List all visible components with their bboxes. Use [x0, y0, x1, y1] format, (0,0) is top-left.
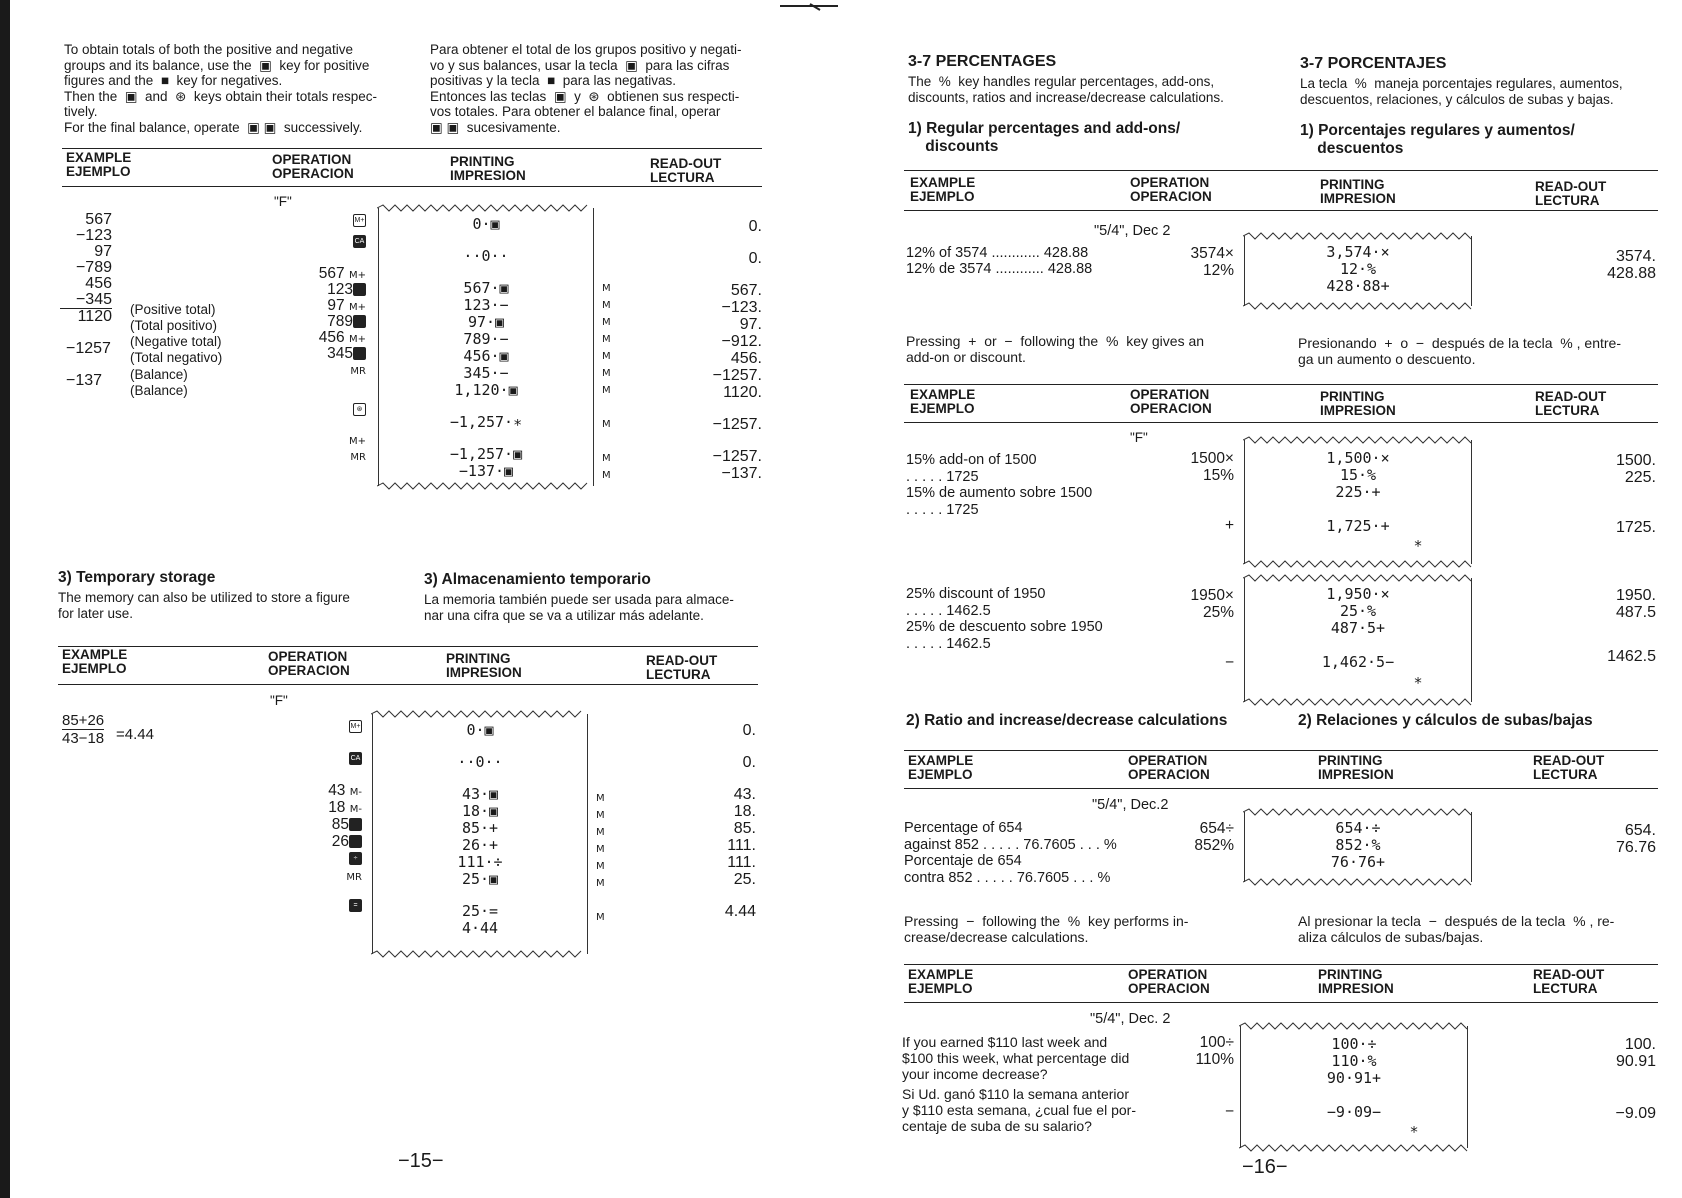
readout-value: 0.	[748, 218, 762, 235]
header-example: EXAMPLE EJEMPLO	[910, 387, 976, 416]
print-line: ∗	[1409, 1120, 1419, 1138]
top-arrow-mark	[780, 2, 840, 12]
intro-en: The % key handles regular percentages, add-ons, discounts, ratios and increase/decrease calculations.	[908, 74, 1224, 105]
print-line: 110·%	[1331, 1052, 1377, 1070]
header-readout: READ-OUT LECTURA	[1533, 967, 1605, 996]
header-operation: OPERATION OPERACION	[1130, 387, 1212, 416]
tape-tear-bottom	[371, 950, 589, 958]
memory-plus-key: M+	[349, 720, 362, 733]
print-line: ∗	[1413, 534, 1423, 552]
header-printing: PRINTING IMPRESION	[1318, 967, 1394, 996]
example-number: −789	[75, 259, 112, 276]
print-line: 654·÷	[1335, 819, 1381, 837]
header-readout: READ-OUT LECTURA	[1533, 753, 1605, 782]
readout-value: 25.	[733, 871, 756, 888]
print-line: 100·÷	[1331, 1035, 1377, 1053]
print-line: 456·▣	[463, 347, 509, 365]
readout-value: 1950.	[1615, 587, 1656, 604]
op-value: 12%	[1202, 262, 1234, 279]
tape-tear-top	[371, 710, 589, 718]
header-readout: READ-OUT LECTURA	[1535, 389, 1607, 418]
op-value: 3574×	[1190, 245, 1234, 262]
readout-value: 428.88	[1607, 265, 1656, 282]
op-value: 43	[328, 782, 346, 799]
print-line: 345·−	[463, 364, 509, 382]
memory-plus-key: M+	[353, 214, 366, 227]
print-line: 25·=	[461, 902, 499, 920]
op-value: 26	[331, 833, 349, 850]
op-value: 25%	[1202, 604, 1234, 621]
print-line: 26·+	[461, 836, 499, 854]
mode-setting: "5/4", Dec.2	[1092, 797, 1169, 813]
temp-storage-title-en: 3) Temporary storage	[58, 569, 216, 586]
readout-value: 487.5	[1615, 604, 1656, 621]
header-printing: PRINTING IMPRESION	[446, 651, 522, 680]
readout-value: −1257.	[712, 416, 762, 433]
readout-value: −1257.	[712, 367, 762, 384]
ops-column	[1156, 245, 1234, 279]
op-value: 1950×	[1190, 587, 1234, 604]
value-negative: −1257	[66, 340, 111, 357]
clear-all-key: CA	[349, 752, 362, 765]
readout-value: 43.	[733, 786, 756, 803]
print-line: 225·+	[1335, 483, 1381, 501]
rtable4-bottom-rule	[904, 1002, 1658, 1003]
clear-all-key: CA	[353, 235, 366, 248]
readout-value: −1257.	[712, 448, 762, 465]
label-balance: (Balance) (Balance)	[130, 367, 188, 398]
readout-value: 85.	[733, 820, 756, 837]
example-column	[60, 212, 112, 325]
tape-tear-bottom	[1243, 698, 1473, 706]
readout-value: 1462.5	[1607, 648, 1656, 665]
header-readout: READ-OUT LECTURA	[650, 156, 722, 185]
print-line: ∗	[1413, 671, 1423, 689]
header-readout: READ-OUT LECTURA	[646, 653, 718, 682]
tape-tear-top	[1243, 232, 1473, 240]
readout-value: 567.	[730, 282, 762, 299]
printing-tape	[1244, 578, 1472, 702]
readout-value: 111.	[727, 837, 756, 854]
header-printing: PRINTING IMPRESION	[1320, 177, 1396, 206]
ops-column	[1156, 820, 1234, 854]
readout-value: 111.	[727, 854, 756, 871]
op-value: −	[1224, 1103, 1234, 1120]
readout-value: −123.	[721, 299, 762, 316]
print-line: −9·09−	[1326, 1103, 1382, 1121]
example-number: 97	[94, 243, 112, 260]
header-operation: OPERATION OPERACION	[1128, 967, 1210, 996]
readout-value: 0.	[742, 754, 756, 771]
intro-en: To obtain totals of both the positive and negative groups and its balance, use the ▣ key for positive figures and the ■ key for negatives. Then the ▣ and ⊛ keys obtain their totals respec- tively. For the final balance, operate ▣ ▣ successively.	[64, 42, 377, 135]
sub2-es: 2) Relaciones y cálculos de subas/bajas	[1298, 712, 1593, 729]
op-value: 100÷	[1199, 1034, 1234, 1051]
mode-f: "F"	[270, 693, 288, 708]
print-line: −1,257·∗	[449, 413, 523, 431]
sub2-en: 2) Ratio and increase/decrease calculations	[906, 712, 1228, 729]
printing-tape	[1240, 1026, 1468, 1148]
print-line: 428·88+	[1326, 277, 1390, 295]
page-edge	[0, 0, 10, 1198]
tape-tear-bottom	[1243, 560, 1473, 568]
divide-key: ÷	[349, 852, 362, 865]
memory-indicators: M M M M M M M	[596, 793, 605, 923]
readout-value: 90.91	[1615, 1053, 1656, 1070]
printing-tape	[378, 208, 594, 486]
printing-tape	[1244, 812, 1472, 882]
header-example: EXAMPLE EJEMPLO	[908, 967, 974, 996]
op-value: 1500×	[1190, 450, 1234, 467]
print-line: 18·▣	[461, 802, 499, 820]
memory-recall-key: MR	[350, 452, 366, 463]
readout-value: 1500.	[1615, 452, 1656, 469]
op-value: 456	[318, 329, 345, 346]
op-value: 123	[327, 281, 353, 298]
readout-value: −9.09	[1615, 1105, 1656, 1122]
readout-value: 225.	[1624, 469, 1656, 486]
memory-recall-key: MR	[350, 366, 366, 377]
op-value: +	[1224, 517, 1234, 534]
print-line: 76·76+	[1330, 853, 1386, 871]
print-line: −137·▣	[458, 462, 514, 480]
example-es: 12% de 3574 ............ 428.88	[906, 261, 1093, 277]
page-number-16: −16−	[1242, 1156, 1288, 1178]
print-line: ··0··	[457, 753, 503, 771]
tape-tear-top	[1243, 808, 1473, 816]
title-en: 3-7 PERCENTAGES	[908, 53, 1057, 70]
readout-value: 456.	[730, 350, 762, 367]
pressing1-en: Pressing + or − following the % key gives an add-on or discount.	[906, 333, 1205, 365]
formula-result: =4.44	[116, 726, 154, 743]
intro-es: La tecla % maneja porcentajes regulares, aumentos, descuentos, relaciones, y cálculos de subas y bajas.	[1300, 76, 1623, 107]
rtable4-top-rule	[904, 964, 1658, 965]
readout-value: −137.	[721, 465, 762, 482]
header-operation: OPERATION OPERACION	[268, 649, 350, 678]
equals-key: =	[349, 899, 362, 912]
rtable2-bottom-rule	[904, 422, 1658, 423]
print-line: 3,574·×	[1326, 243, 1390, 261]
op-value: −	[1224, 654, 1234, 671]
memory-recall-key: MR	[346, 872, 362, 883]
print-line: 25·▣	[461, 870, 499, 888]
readout-value: 1120.	[723, 384, 762, 401]
header-operation: OPERATION OPERACION	[272, 152, 354, 181]
print-line: 97·▣	[467, 313, 505, 331]
printing-tape	[1244, 236, 1472, 306]
readout-value: 0.	[748, 250, 762, 267]
tape-tear-top	[1243, 436, 1473, 444]
readout-value: 4.44	[724, 903, 756, 920]
readout-value: 97.	[739, 316, 762, 333]
header-printing: PRINTING IMPRESION	[450, 154, 526, 183]
op-value: 15%	[1202, 467, 1234, 484]
sub1-en: 1) Regular percentages and add-ons/ discounts	[908, 120, 1181, 155]
header-example: EXAMPLE EJEMPLO	[908, 753, 974, 782]
readout-column	[1580, 452, 1656, 665]
header-example: EXAMPLE EJEMPLO	[910, 175, 976, 204]
example-es: Si Ud. ganó $110 la semana anterior y $110 esta semana, ¿cual fue el por- centaje de suba de su salario?	[902, 1086, 1136, 1134]
print-line: 25·%	[1339, 602, 1377, 620]
tape-tear-top	[377, 204, 595, 212]
op-value: 85	[331, 816, 349, 833]
mode-setting: "5/4", Dec. 2	[1090, 1011, 1171, 1027]
print-line: ··0··	[463, 247, 509, 265]
readout-column	[1576, 1036, 1656, 1122]
op-value: 852%	[1194, 837, 1234, 854]
example-en: 12% of 3574 ............ 428.88	[906, 245, 1089, 261]
mode-f: "F"	[274, 194, 292, 209]
print-line: 12·%	[1339, 260, 1377, 278]
readout-value: 3574.	[1615, 248, 1656, 265]
example-discount: 25% discount of 1950 . . . . . 1462.5 25% de descuento sobre 1950 . . . . . 1462.5	[906, 586, 1103, 652]
header-operation: OPERATION OPERACION	[1130, 175, 1212, 204]
print-line: 0·▣	[472, 215, 500, 233]
op-value: 789	[327, 313, 353, 330]
table2-bottom-rule	[58, 684, 758, 685]
total-key: ⊛	[353, 403, 366, 416]
op-value: 567	[318, 265, 345, 282]
rtable3-bottom-rule	[904, 788, 1658, 789]
print-line: 1,500·×	[1326, 449, 1390, 467]
page-number-15: −15−	[398, 1150, 444, 1172]
header-example: EXAMPLE EJEMPLO	[62, 647, 128, 676]
print-line: 0·▣	[466, 721, 494, 739]
op-value: 345	[327, 345, 353, 362]
example-number: 1120	[77, 308, 112, 325]
print-line: 15·%	[1339, 466, 1377, 484]
print-line: 852·%	[1335, 836, 1381, 854]
example-en: If you earned $110 last week and $100 this week, what percentage did your income decrease?	[902, 1034, 1130, 1082]
printing-tape	[1244, 440, 1472, 564]
example-number: 567	[85, 211, 112, 228]
print-line: 789·−	[463, 330, 509, 348]
print-line: 1,725·+	[1326, 517, 1390, 535]
example-number: −123	[75, 227, 112, 244]
print-line: 43·▣	[461, 785, 499, 803]
label-positive: (Positive total) (Total positivo)	[130, 302, 218, 333]
title-es: 3-7 PORCENTAJES	[1300, 55, 1447, 72]
print-line: 1,950·×	[1326, 585, 1390, 603]
pressing2-en: Pressing − following the % key performs in- crease/decrease calculations.	[904, 913, 1189, 945]
memory-indicators: M M M M M M M M M M	[602, 283, 611, 481]
readout-value: 76.76	[1615, 839, 1656, 856]
readout-column	[670, 218, 762, 482]
pressing1-es: Presionando + o − después de la tecla % , entre- ga un aumento o descuento.	[1298, 335, 1621, 367]
print-line: 4·44	[461, 919, 499, 937]
tape-tear-top	[1239, 1022, 1469, 1030]
op-value: 18	[328, 799, 346, 816]
print-line: −1,257·▣	[449, 445, 523, 463]
readout-column	[700, 722, 756, 920]
ops-column	[1150, 1034, 1234, 1120]
op-value: 654÷	[1199, 820, 1234, 837]
op-value: 110%	[1195, 1051, 1234, 1068]
temp-storage-text-es: La memoria también puede ser usada para almace- nar una cifra que se va a utilizar más adelante.	[424, 592, 734, 623]
pressing2-es: Al presionar la tecla − después de la tecla % , re- aliza cálculos de subas/bajas.	[1298, 913, 1615, 945]
readout-value: 0.	[742, 722, 756, 739]
table2-top-rule	[58, 646, 758, 647]
formula	[62, 712, 104, 747]
mode-setting: "5/4", Dec 2	[1094, 223, 1171, 239]
header-printing: PRINTING IMPRESION	[1320, 389, 1396, 418]
table1-top-rule	[62, 148, 762, 149]
tape-tear-bottom	[1243, 878, 1473, 886]
example-addon: 15% add-on of 1500 . . . . . 1725 15% de aumento sobre 1500 . . . . . 1725	[906, 452, 1093, 518]
tape-tear-bottom	[1239, 1144, 1469, 1152]
readout-column	[1580, 822, 1656, 856]
readout-value: 100.	[1624, 1036, 1656, 1053]
label-negative: (Negative total) (Total negativo)	[130, 334, 223, 365]
formula-denominator: 43−18	[62, 730, 105, 747]
intro-es: Para obtener el total de los grupos positivo y negati- vo y sus balances, usar la tecla ▣ para las cifras positivas y la tecla ■ para las negativas. Entonces las teclas ▣ y ⊛ obtienen sus respecti- vos totales. Para obtener el balance final, operar ▣ ▣ sucesivamente.	[430, 42, 742, 135]
readout-value: −912.	[721, 333, 762, 350]
print-line: 111·÷	[457, 853, 503, 871]
print-line: 487·5+	[1330, 619, 1386, 637]
mode-f: "F"	[1130, 430, 1148, 445]
print-line: 1,120·▣	[454, 381, 518, 399]
tape-tear-bottom	[1243, 302, 1473, 310]
ops-column	[1156, 450, 1234, 671]
rtable3-top-rule	[904, 750, 1658, 751]
print-line: 90·91+	[1326, 1069, 1382, 1087]
readout-value: 1725.	[1615, 519, 1656, 536]
rtable2-top-rule	[904, 384, 1658, 385]
ops-column: M+ CA 567 M+ 123 97 M+ 789 456 M+ 345 MR ⊛ M+ MR	[300, 212, 366, 463]
formula-numerator: 85+26	[62, 712, 105, 729]
temp-storage-text-en: The memory can also be utilized to store a figure for later use.	[58, 590, 350, 621]
tape-tear-bottom	[377, 482, 595, 490]
temp-storage-title-es: 3) Almacenamiento temporario	[424, 571, 651, 588]
tape-tear-top	[1243, 574, 1473, 582]
rtable1-bottom-rule	[904, 210, 1658, 211]
readout-value: 654.	[1624, 822, 1656, 839]
table1-bottom-rule	[62, 186, 762, 187]
sub1-es: 1) Porcentajes regulares y aumentos/ descuentos	[1300, 122, 1575, 157]
print-line: 567·▣	[463, 279, 509, 297]
example-number: 456	[85, 275, 112, 292]
print-line: 1,462·5−	[1321, 653, 1395, 671]
op-value: 97	[327, 297, 345, 314]
example-ratio: Percentage of 654 against 852 . . . . . 76.7605 . . . % Porcentaje de 654 contra 852 . . . . . 76.7605 . . . %	[904, 820, 1117, 886]
header-example: EXAMPLE EJEMPLO	[66, 150, 132, 179]
rtable1-top-rule	[904, 170, 1658, 171]
example-number: −345	[60, 292, 112, 309]
print-line: 85·+	[461, 819, 499, 837]
header-printing: PRINTING IMPRESION	[1318, 753, 1394, 782]
readout-column	[1580, 248, 1656, 282]
value-balance: −137	[66, 372, 103, 389]
header-operation: OPERATION OPERACION	[1128, 753, 1210, 782]
readout-value: 18.	[733, 803, 756, 820]
print-line: 123·−	[463, 296, 509, 314]
ops-column: M+ CA 43 M- 18 M- 85 26 ÷ MR =	[300, 718, 362, 914]
printing-tape	[372, 714, 588, 954]
header-readout: READ-OUT LECTURA	[1535, 179, 1607, 208]
memory-plus-key: M+	[348, 436, 366, 447]
